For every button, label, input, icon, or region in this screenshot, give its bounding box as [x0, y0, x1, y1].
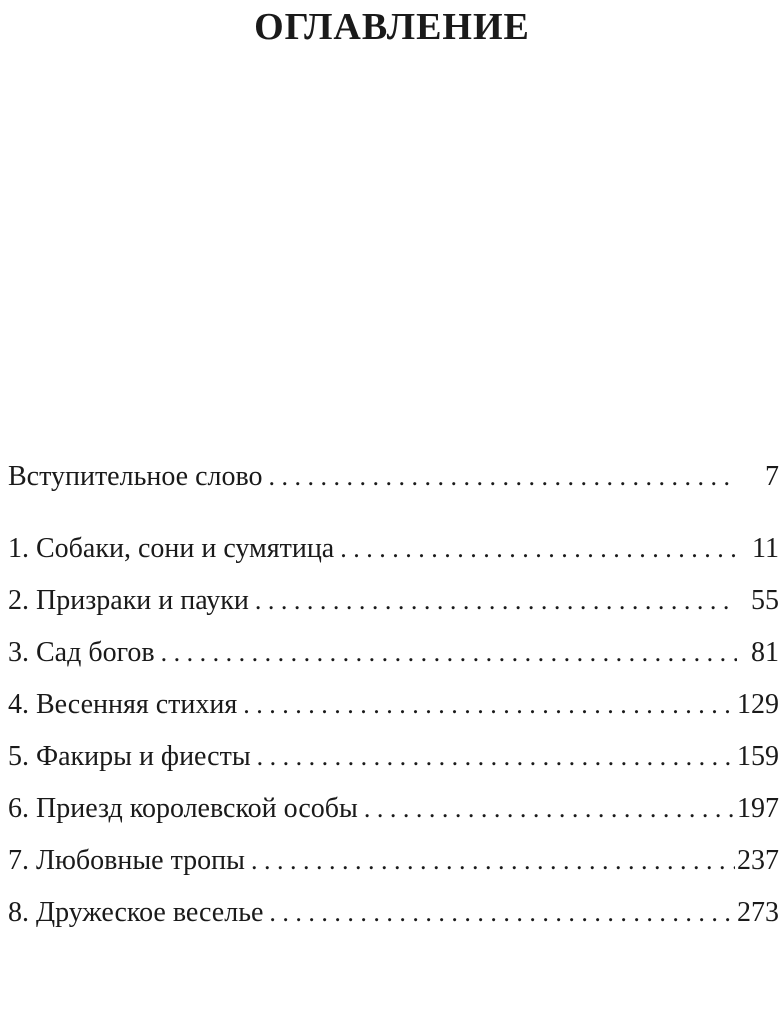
table-of-contents	[8, 455, 779, 943]
dot-leader	[255, 579, 737, 623]
toc-entry-page: 273	[737, 897, 779, 928]
toc-entry-page: 7	[765, 461, 779, 492]
toc-entry-label: 6. Приезд королевской особы	[8, 793, 358, 824]
toc-entry-chapter-1	[8, 527, 779, 579]
toc-entry-chapter-8	[8, 891, 779, 943]
toc-entry-label: 5. Факиры и фиесты	[8, 741, 251, 772]
toc-entry-chapter-2	[8, 579, 779, 631]
toc-entry-label: 8. Дружеское веселье	[8, 897, 264, 928]
dot-leader	[269, 455, 737, 499]
toc-entry-page: 55	[751, 585, 779, 616]
dot-leader	[251, 839, 735, 883]
dot-leader	[340, 527, 737, 571]
toc-entry-label: 4. Весенняя стихия	[8, 689, 238, 720]
toc-entry-page: 11	[752, 533, 779, 564]
page-title: ОГЛАВЛЕНИЕ	[254, 6, 530, 48]
toc-entry-introduction	[8, 455, 779, 527]
toc-entry-label: 3. Сад богов	[8, 637, 155, 668]
toc-entry-page: 197	[737, 793, 779, 824]
dot-leader	[243, 683, 735, 727]
toc-entry-chapter-7	[8, 839, 779, 891]
toc-entry-label: 1. Собаки, сони и сумятица	[8, 533, 335, 564]
toc-entry-chapter-5	[8, 735, 779, 787]
dot-leader	[269, 891, 735, 935]
toc-entry-label: 2. Призраки и пауки	[8, 585, 249, 616]
toc-entry-chapter-3	[8, 631, 779, 683]
toc-entry-label: 7. Любовные тропы	[8, 845, 245, 876]
dot-leader	[161, 631, 737, 675]
toc-entry-page: 81	[751, 637, 779, 668]
toc-entry-page: 237	[737, 845, 779, 876]
dot-leader	[364, 787, 735, 831]
toc-entry-chapter-6	[8, 787, 779, 839]
dot-leader	[257, 735, 735, 779]
toc-entry-page: 159	[737, 741, 779, 772]
toc-entry-page: 129	[737, 689, 779, 720]
toc-entry-label: Вступительное слово	[8, 461, 263, 492]
toc-entry-chapter-4	[8, 683, 779, 735]
